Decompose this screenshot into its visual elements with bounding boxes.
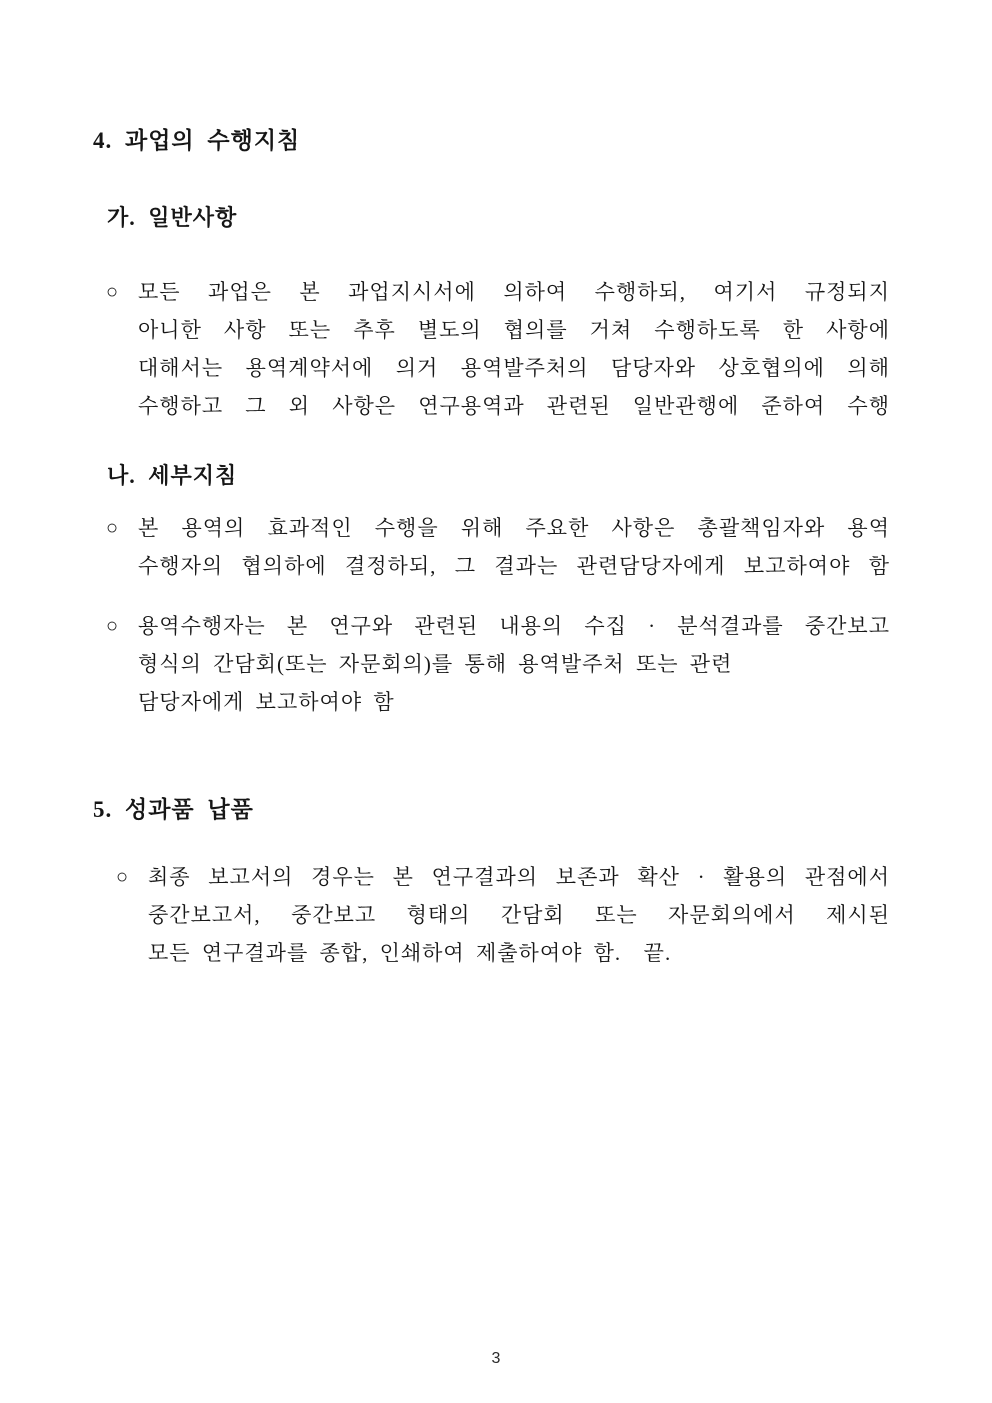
text-line: 모든 연구결과를 종합, 인쇄하여 제출하여야 함. 끝. [148, 941, 672, 965]
text-line: 수행하고 그 외 사항은 연구용역과 관련된 일반관행에 준하여 수행 [138, 394, 890, 418]
text-line: 아니한 사항 또는 추후 별도의 협의를 거쳐 수행하도록 한 사항에 [138, 318, 890, 342]
bullet-text [138, 509, 890, 585]
text-line: 형식의 간담회(또는 자문회의)를 통해 용역발주처 또는 관련 [138, 652, 733, 676]
bullet-item-deliverable [116, 858, 992, 972]
section-4-heading: 4. 과업의 수행지침 [93, 128, 301, 153]
circle-bullet-marker: ○ [116, 866, 129, 888]
text-line: 중간보고서, 중간보고 형태의 간담회 또는 자문회의에서 제시된 [148, 903, 890, 927]
text-line: 수행자의 협의하에 결정하되, 그 결과는 관련담당자에게 보고하여야 함 [138, 554, 890, 578]
text-line: 모든 과업은 본 과업지시서에 의하여 수행하되, 여기서 규정되지 [138, 280, 890, 304]
subsection-na-heading: 나. 세부지침 [107, 463, 238, 488]
page-number: 3 [491, 1350, 501, 1367]
bullet-item-detail-2 [106, 607, 992, 721]
circle-bullet-marker: ○ [106, 281, 119, 303]
circle-bullet-marker: ○ [106, 517, 119, 539]
bullet-text [138, 607, 890, 721]
text-line: 본 용역의 효과적인 수행을 위해 주요한 사항은 총괄책임자와 용역 [138, 516, 890, 540]
text-line: 담당자에게 보고하여야 함 [138, 690, 395, 714]
section-5-heading: 5. 성과품 납품 [93, 797, 254, 822]
bullet-item-detail-1 [106, 509, 992, 585]
circle-bullet-marker: ○ [106, 615, 119, 637]
bullet-item-general [106, 273, 992, 425]
bullet-text [138, 273, 890, 425]
text-line: 대해서는 용역계약서에 의거 용역발주처의 담당자와 상호협의에 의해 [138, 356, 890, 380]
text-line: 용역수행자는 본 연구와 관련된 내용의 수집 · 분석결과를 중간보고 [138, 614, 890, 638]
bullet-text [148, 858, 890, 972]
text-line: 최종 보고서의 경우는 본 연구결과의 보존과 확산 · 활용의 관점에서 [148, 865, 890, 889]
subsection-ga-heading: 가. 일반사항 [107, 205, 238, 230]
